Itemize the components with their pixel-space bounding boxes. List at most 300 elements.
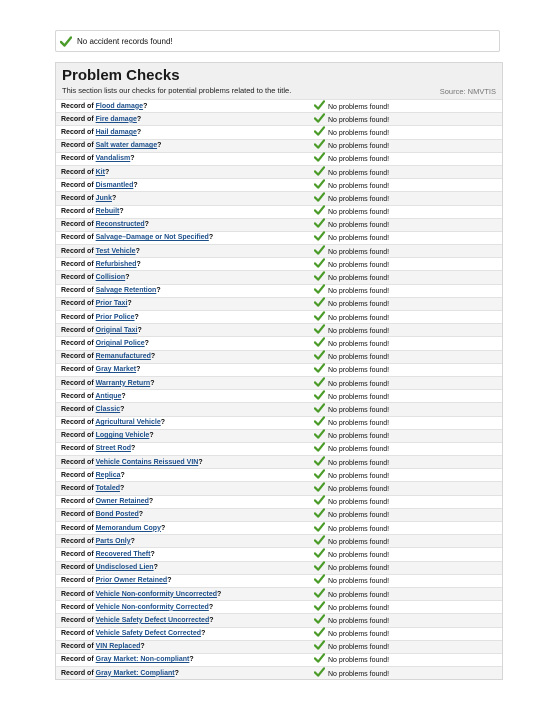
table-row: [56, 416, 502, 429]
record-item-link[interactable]: Fire damage: [95, 115, 137, 123]
record-item-link[interactable]: VIN Replaced: [95, 643, 141, 651]
record-status: [314, 590, 389, 599]
table-row: [56, 600, 502, 613]
record-item-link[interactable]: Original Police: [95, 339, 145, 347]
table-row: [56, 218, 502, 231]
status-text: No problems found!: [328, 103, 390, 111]
checkmark-icon: [314, 166, 325, 176]
status-text: No problems found!: [328, 367, 390, 375]
record-item-link[interactable]: Dismantled: [95, 181, 134, 189]
status-text: No problems found!: [328, 551, 390, 559]
record-status: [314, 326, 389, 335]
status-text: No problems found!: [328, 472, 390, 480]
record-prefix: Record of: [61, 616, 96, 624]
record-prefix: Record of: [61, 353, 96, 361]
status-text: No problems found!: [328, 116, 390, 124]
checkmark-icon: [314, 535, 325, 545]
record-status: [314, 576, 389, 585]
record-prefix: Record of: [61, 524, 96, 532]
record-suffix: ?: [144, 339, 149, 347]
status-text: No problems found!: [328, 195, 390, 203]
record-prefix: Record of: [61, 498, 96, 506]
record-item-link[interactable]: Recovered Theft: [95, 550, 151, 558]
status-text: No problems found!: [328, 169, 390, 177]
table-row: [56, 468, 502, 481]
status-text: No problems found!: [328, 248, 390, 256]
status-text: No problems found!: [328, 512, 390, 520]
record-prefix: Record of: [61, 155, 96, 163]
checkmark-icon: [60, 36, 72, 47]
record-prefix: Record of: [61, 590, 96, 598]
record-label: [56, 643, 314, 650]
record-item-link[interactable]: Logging Vehicle: [95, 432, 150, 440]
record-status: [314, 339, 389, 348]
record-suffix: ?: [174, 669, 179, 677]
record-label: [56, 432, 314, 439]
record-label: [56, 195, 314, 202]
record-item-link[interactable]: Vehicle Safety Defect Corrected: [95, 630, 202, 638]
record-item-link[interactable]: Salt water damage: [95, 142, 158, 150]
table-row: [56, 231, 502, 244]
record-label: [56, 103, 314, 110]
record-prefix: Record of: [61, 142, 96, 150]
record-item-link[interactable]: Rebuilt: [95, 208, 120, 216]
record-suffix: ?: [130, 155, 135, 163]
checkmark-icon: [314, 218, 325, 228]
record-label: [56, 234, 314, 241]
record-label: [56, 208, 314, 215]
record-suffix: ?: [167, 577, 172, 585]
record-prefix: Record of: [61, 405, 96, 413]
record-item-link[interactable]: Hail damage: [95, 128, 137, 136]
record-suffix: ?: [149, 432, 154, 440]
record-item-link[interactable]: Gray Market: [95, 366, 137, 374]
checkmark-icon: [314, 324, 325, 334]
status-text: No problems found!: [328, 261, 390, 269]
status-text: No problems found!: [328, 499, 390, 507]
record-item-link[interactable]: Refurbished: [95, 260, 137, 268]
record-suffix: ?: [136, 128, 142, 136]
accident-text: No accident records found!: [77, 36, 173, 46]
checkmark-icon: [314, 139, 325, 149]
table-row: [56, 389, 502, 402]
status-text: No problems found!: [328, 644, 390, 652]
table-row: [56, 112, 502, 125]
record-status: [314, 669, 389, 678]
record-status: [314, 365, 389, 374]
record-status: [314, 115, 389, 124]
table-row: [56, 587, 502, 600]
record-status: [314, 484, 389, 493]
table-row: [56, 310, 502, 323]
record-label: [56, 564, 314, 571]
checkmark-icon: [314, 495, 325, 505]
record-item-link[interactable]: Junk: [95, 194, 112, 202]
record-item-link[interactable]: Vehicle Non-conformity Uncorrected: [95, 590, 217, 598]
checkmark-icon: [314, 192, 325, 202]
record-suffix: ?: [120, 485, 125, 493]
table-row: [56, 363, 502, 376]
record-prefix: Record of: [61, 287, 96, 295]
status-text: No problems found!: [328, 275, 390, 283]
status-text: No problems found!: [328, 538, 390, 546]
record-item-link[interactable]: Vehicle Non-conformity Corrected: [95, 603, 209, 611]
status-text: No problems found!: [328, 433, 390, 441]
record-prefix: Record of: [61, 392, 96, 400]
record-suffix: ?: [121, 392, 126, 400]
table-row: [56, 521, 502, 534]
record-suffix: ?: [160, 419, 165, 427]
record-suffix: ?: [157, 142, 162, 150]
table-row: [56, 376, 502, 389]
record-prefix: Record of: [61, 115, 96, 123]
record-suffix: ?: [208, 603, 214, 611]
checkmark-icon: [314, 561, 325, 571]
table-row: [56, 152, 502, 165]
record-status: [314, 299, 389, 308]
record-item-link[interactable]: Prior Owner Retained: [95, 577, 168, 585]
record-label: [56, 577, 314, 584]
table-row: [56, 297, 502, 310]
record-prefix: Record of: [61, 471, 96, 479]
record-suffix: ?: [201, 630, 206, 638]
record-item-link[interactable]: Parts Only: [95, 537, 131, 545]
checkmark-icon: [314, 152, 325, 162]
record-label: [56, 274, 314, 281]
record-label: [56, 129, 314, 136]
table-row: [56, 257, 502, 270]
record-status: [314, 392, 389, 401]
checkmark-icon: [314, 271, 325, 281]
checkmark-icon: [314, 456, 325, 466]
record-item-link[interactable]: Vandalism: [95, 155, 131, 163]
record-status: [314, 102, 389, 111]
record-item-link[interactable]: Kit: [95, 168, 105, 176]
record-label: [56, 169, 314, 176]
record-status: [314, 537, 389, 546]
record-item-link[interactable]: Reconstructed: [95, 221, 145, 229]
record-suffix: ?: [136, 366, 141, 374]
record-status: [314, 141, 389, 150]
record-item-link[interactable]: Street Rod: [95, 445, 132, 453]
table-row: [56, 574, 502, 587]
record-prefix: Record of: [61, 234, 96, 242]
record-status: [314, 510, 389, 519]
record-item-link[interactable]: Memorandum Copy: [95, 524, 161, 532]
table-row: [56, 205, 502, 218]
record-suffix: ?: [138, 511, 144, 519]
record-item-link[interactable]: Original Taxi: [95, 326, 138, 334]
checkmark-icon: [314, 469, 325, 479]
status-text: No problems found!: [328, 354, 390, 362]
record-status: [314, 220, 389, 229]
record-suffix: ?: [198, 458, 203, 466]
record-status: [314, 616, 389, 625]
status-text: No problems found!: [328, 446, 390, 454]
checkmark-icon: [314, 245, 325, 255]
checkmark-icon: [314, 601, 325, 611]
status-text: No problems found!: [328, 459, 390, 467]
panel-source: Source: NMVTIS: [439, 87, 496, 96]
table-row: [56, 627, 502, 640]
status-text: No problems found!: [328, 156, 390, 164]
status-text: No problems found!: [328, 327, 390, 335]
checkmark-icon: [314, 100, 325, 110]
table-row: [56, 244, 502, 257]
table-row: [56, 429, 502, 442]
status-text: No problems found!: [328, 578, 390, 586]
record-item-link[interactable]: Vehicle Safety Defect Uncorrected: [95, 616, 210, 624]
record-status: [314, 550, 389, 559]
checkmark-icon: [314, 653, 325, 663]
record-status: [314, 154, 389, 163]
record-item-link[interactable]: Agricultural Vehicle: [95, 419, 161, 427]
status-text: No problems found!: [328, 393, 390, 401]
record-suffix: ?: [153, 564, 158, 572]
record-label: [56, 459, 314, 466]
status-text: No problems found!: [328, 340, 390, 348]
record-status: [314, 181, 389, 190]
record-suffix: ?: [150, 550, 155, 558]
checkmark-icon: [314, 522, 325, 532]
checkmark-icon: [314, 113, 325, 123]
record-suffix: ?: [127, 300, 132, 308]
record-label: [56, 445, 314, 452]
record-item-link[interactable]: Owner Retained: [95, 498, 149, 506]
status-text: No problems found!: [328, 182, 390, 190]
record-suffix: ?: [148, 498, 154, 506]
record-item-link[interactable]: Salvage–Damage or Not Specified: [95, 234, 209, 242]
record-item-link[interactable]: Prior Taxi: [95, 300, 128, 308]
checkmark-icon: [314, 284, 325, 294]
record-status: [314, 642, 389, 651]
checkmark-icon: [314, 442, 325, 452]
accident-summary: [55, 30, 500, 52]
table-row: [56, 613, 502, 626]
record-item-link[interactable]: Prior Police: [95, 313, 135, 321]
record-prefix: Record of: [61, 445, 96, 453]
table-row: [56, 442, 502, 455]
record-item-link[interactable]: Warranty Return: [95, 379, 151, 387]
panel-description: This section lists our checks for potential problems related to the title.: [62, 86, 292, 95]
table-row: [56, 336, 502, 349]
record-item-link[interactable]: Bond Posted: [95, 511, 139, 519]
status-text: No problems found!: [328, 604, 390, 612]
checkmark-icon: [314, 614, 325, 624]
record-prefix: Record of: [61, 274, 96, 282]
record-suffix: ?: [160, 524, 166, 532]
checkmark-icon: [314, 390, 325, 400]
record-status: [314, 273, 389, 282]
table-row: [56, 402, 502, 415]
record-item-link[interactable]: Undisclosed Lien: [95, 564, 154, 572]
record-status: [314, 313, 389, 322]
status-text: No problems found!: [328, 380, 390, 388]
status-text: No problems found!: [328, 670, 390, 678]
status-text: No problems found!: [328, 209, 390, 217]
record-suffix: ?: [209, 616, 214, 624]
record-suffix: ?: [140, 643, 145, 651]
table-row: [56, 139, 502, 152]
record-prefix: Record of: [61, 366, 96, 374]
panel-title: Problem Checks: [62, 67, 180, 84]
status-text: No problems found!: [328, 591, 390, 599]
checkmark-icon: [314, 667, 325, 677]
record-item-link[interactable]: Totaled: [95, 485, 120, 493]
record-label: [56, 327, 314, 334]
status-text: No problems found!: [328, 486, 390, 494]
record-prefix: Record of: [61, 485, 96, 493]
record-status: [314, 629, 389, 638]
record-status: [314, 524, 389, 533]
record-suffix: ?: [144, 221, 149, 229]
record-prefix: Record of: [61, 550, 96, 558]
record-suffix: ?: [111, 194, 117, 202]
record-label: [56, 142, 314, 149]
checkmark-icon: [314, 126, 325, 136]
record-status: [314, 128, 389, 137]
record-prefix: Record of: [61, 326, 96, 334]
record-label: [56, 604, 314, 611]
record-suffix: ?: [136, 115, 142, 123]
table-row: [56, 323, 502, 336]
checkmark-icon: [314, 403, 325, 413]
record-item-link[interactable]: Gray Market: Compliant: [95, 669, 175, 677]
status-text: No problems found!: [328, 129, 390, 137]
table-row: [56, 284, 502, 297]
record-item-link[interactable]: Vehicle Contains Reissued VIN: [95, 458, 199, 466]
status-text: No problems found!: [328, 525, 390, 533]
record-status: [314, 405, 389, 414]
checkmark-icon: [314, 482, 325, 492]
checkmark-icon: [314, 508, 325, 518]
record-status: [314, 379, 389, 388]
checkmark-icon: [314, 231, 325, 241]
record-label: [56, 248, 314, 255]
checkmark-icon: [314, 588, 325, 598]
record-status: [314, 497, 389, 506]
record-label: [56, 353, 314, 360]
record-label: [56, 300, 314, 307]
record-prefix: Record of: [61, 511, 96, 519]
record-prefix: Record of: [61, 339, 96, 347]
record-label: [56, 591, 314, 598]
record-item-link[interactable]: Classic: [95, 405, 121, 413]
record-prefix: Record of: [61, 564, 96, 572]
checkmark-icon: [314, 377, 325, 387]
table-row: [56, 653, 502, 666]
table-row: [56, 178, 502, 191]
status-text: No problems found!: [328, 420, 390, 428]
record-prefix: Record of: [61, 221, 96, 229]
status-text: No problems found!: [328, 314, 390, 322]
record-prefix: Record of: [61, 313, 96, 321]
record-prefix: Record of: [61, 458, 96, 466]
checkmark-icon: [314, 363, 325, 373]
checkmark-icon: [314, 627, 325, 637]
table-row: [56, 270, 502, 283]
record-prefix: Record of: [61, 208, 96, 216]
record-suffix: ?: [131, 445, 136, 453]
record-item-link[interactable]: Salvage Retention: [95, 287, 157, 295]
record-item-link[interactable]: Remanufactured: [95, 353, 151, 361]
table-row: [56, 534, 502, 547]
record-item-link[interactable]: Antique: [95, 392, 122, 400]
record-prefix: Record of: [61, 128, 96, 136]
record-prefix: Record of: [61, 669, 96, 677]
checkmark-icon: [314, 574, 325, 584]
record-status: [314, 286, 389, 295]
table-row: [56, 165, 502, 178]
record-prefix: Record of: [61, 419, 96, 427]
record-prefix: Record of: [61, 656, 96, 664]
record-suffix: ?: [156, 287, 161, 295]
checkmark-icon: [314, 337, 325, 347]
table-row: [56, 666, 502, 679]
record-label: [56, 380, 314, 387]
record-suffix: ?: [136, 260, 141, 268]
record-label: [56, 538, 314, 545]
record-label: [56, 498, 314, 505]
record-suffix: ?: [119, 208, 124, 216]
record-label: [56, 511, 314, 518]
record-status: [314, 207, 389, 216]
record-label: [56, 419, 314, 426]
record-prefix: Record of: [61, 643, 96, 651]
record-suffix: ?: [150, 353, 156, 361]
record-label: [56, 221, 314, 228]
record-status: [314, 418, 389, 427]
record-prefix: Record of: [61, 432, 96, 440]
record-suffix: ?: [104, 168, 110, 176]
record-status: [314, 471, 389, 480]
record-prefix: Record of: [61, 603, 96, 611]
record-status: [314, 431, 389, 440]
record-label: [56, 393, 314, 400]
record-status: [314, 458, 389, 467]
record-prefix: Record of: [61, 168, 96, 176]
record-label: [56, 670, 314, 677]
checkmark-icon: [314, 297, 325, 307]
checkmark-icon: [314, 179, 325, 189]
table-row: [56, 640, 502, 653]
record-item-link[interactable]: Replica: [95, 471, 121, 479]
record-status: [314, 260, 389, 269]
record-item-link[interactable]: Flood damage: [95, 102, 144, 110]
record-item-link[interactable]: Test Vehicle: [95, 247, 136, 255]
record-item-link[interactable]: Gray Market: Non-compliant: [95, 656, 190, 664]
record-prefix: Record of: [61, 630, 96, 638]
record-item-link[interactable]: Collision: [95, 274, 126, 282]
problem-checks-panel: [55, 62, 503, 680]
status-text: No problems found!: [328, 406, 390, 414]
status-text: No problems found!: [328, 301, 390, 309]
status-text: No problems found!: [328, 565, 390, 573]
record-label: [56, 116, 314, 123]
record-status: [314, 563, 389, 572]
checkmark-icon: [314, 350, 325, 360]
record-suffix: ?: [135, 247, 140, 255]
record-suffix: ?: [125, 274, 130, 282]
record-suffix: ?: [130, 537, 135, 545]
record-suffix: ?: [143, 102, 148, 110]
status-text: No problems found!: [328, 143, 390, 151]
table-row: [56, 481, 502, 494]
record-label: [56, 366, 314, 373]
table-row: [56, 191, 502, 204]
record-suffix: ?: [120, 471, 125, 479]
record-prefix: Record of: [61, 181, 96, 189]
